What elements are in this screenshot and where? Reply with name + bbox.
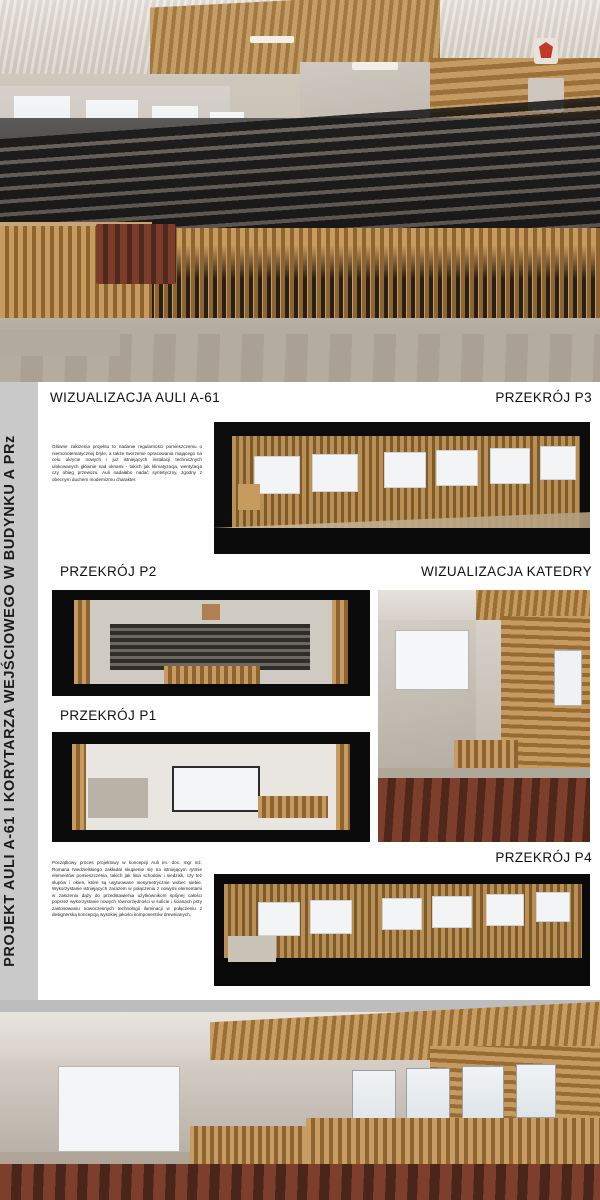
window <box>312 454 358 492</box>
poster-content <box>38 382 600 1000</box>
title-sidebar <box>0 382 38 1000</box>
ceiling-light <box>250 36 294 43</box>
national-emblem-icon <box>534 38 558 64</box>
window <box>436 450 478 486</box>
stage-block <box>228 936 276 962</box>
stage-step <box>0 330 120 356</box>
window <box>258 902 300 936</box>
window <box>432 896 472 928</box>
description-main: Główne założenia projektu to nadanie regularności pomieszczeniu o niemonotematycznej bryle, a także tworzenie opracowania mającego na celu ukrycie nowych i już istniejących instalacji technicznych ulokowanych głównie nad oknami - takich jak klimatyzacja, wentylacja czy obieg przewozu. Auli nadałabo nadać syntetyczny, zgodny z obecnym duchem modernizmu charakter. <box>52 444 202 482</box>
wood-wall-left <box>74 600 90 684</box>
seat-rows <box>0 1164 600 1200</box>
window <box>490 448 530 484</box>
drawing-przekroj-p2 <box>52 590 370 696</box>
seat-rows <box>378 778 590 842</box>
window <box>540 446 576 480</box>
podium-element <box>238 484 260 510</box>
wood-wall-left <box>72 744 86 830</box>
seating-plan <box>110 624 310 670</box>
projection-screen <box>58 1066 180 1152</box>
front-chairs <box>96 224 176 284</box>
window <box>516 1064 556 1118</box>
wood-wall-right <box>332 600 348 684</box>
drawing-przekroj-p1 <box>52 732 370 842</box>
drawing-przekroj-p3 <box>214 422 590 554</box>
heading-przekroj-p4: PRZEKRÓJ P4 <box>495 850 592 865</box>
window <box>254 456 300 494</box>
drawing-przekroj-p4 <box>214 874 590 986</box>
window <box>486 894 524 926</box>
heading-przekroj-p1: PRZEKRÓJ P1 <box>60 708 157 723</box>
projection-screen <box>172 766 260 812</box>
description-secondary: Początkowy proces projektowy w koncepcji Auli im. doc. mgr inż. Romana Niedzielskiego zakładał skupienie się na istniejącym rytmie elementów pomieszczenia, takich jak linia schodów i siedzisk, czy też słupów i okien, które są usytuowane niesymetrycznie wobec siebie. Wykorzystanie istniejących zarazem w połączeniu z nowymi elementami w założeniu dąży do przedstawienia użytkownikom spójnej całości poprzez wykorzystanie nowych równorzędności w suficie i ścianach przy zastosowaniu nowoczesnych technologii iluminacji w połączeniu z designerską koncepcją wysokiej jakości komponentów drewnianych. <box>52 860 202 918</box>
window <box>384 452 426 488</box>
window <box>554 650 582 706</box>
bottom-photo-lecture-hall <box>0 1000 600 1200</box>
emblem <box>202 604 220 620</box>
desk <box>258 796 328 818</box>
heading-wizualizacja-auli: WIZUALIZACJA AULI A-61 <box>50 390 221 405</box>
side-wall-panel <box>88 778 148 818</box>
balustrade-pattern <box>150 246 600 318</box>
window <box>536 892 570 922</box>
white-ceiling <box>378 590 476 624</box>
window <box>382 898 422 930</box>
poster-vertical-title: PROJEKT AULI A-61 I KORYTARZA WEJŚCIOWEGO W BUDYNKU A PRz <box>2 435 18 967</box>
poster-middle <box>0 382 600 1000</box>
drawing-floor <box>214 528 590 554</box>
projection-screen <box>395 630 469 690</box>
wood-wall-right <box>336 744 350 830</box>
ceiling-light <box>352 62 398 70</box>
window <box>310 900 352 934</box>
hero-photo-auditorium <box>0 0 600 382</box>
podium-plan <box>164 666 260 684</box>
heading-przekroj-p2: PRZEKRÓJ P2 <box>60 564 157 579</box>
window <box>462 1066 504 1122</box>
heading-przekroj-p3: PRZEKRÓJ P3 <box>495 390 592 405</box>
photo-wizualizacja-katedry <box>378 590 590 842</box>
heading-wizualizacja-katedry: WIZUALIZACJA KATEDRY <box>420 564 592 579</box>
drawing-floor <box>214 958 590 986</box>
